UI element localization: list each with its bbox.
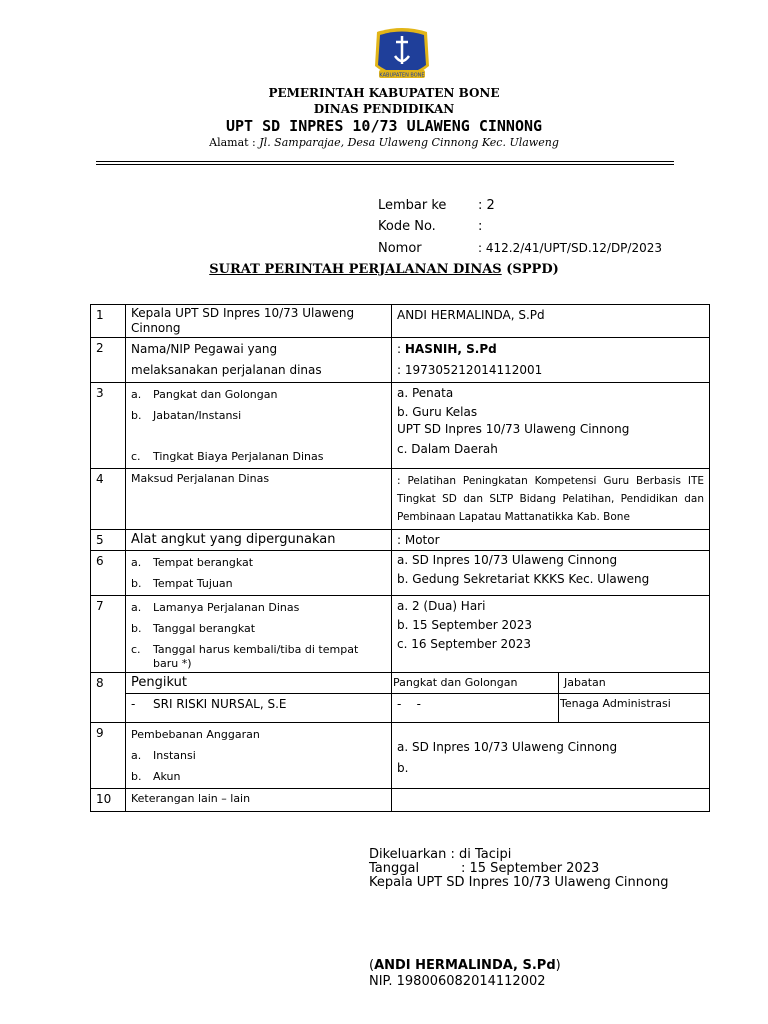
row-label: Pembebanan Anggaran a. Instansi b. Akun — [126, 723, 392, 789]
issued-place: Dikeluarkan : di Tacipi — [369, 847, 512, 862]
sub-value: a. Penata — [397, 386, 454, 400]
kabupaten-bone-logo — [369, 26, 435, 88]
value-prefix: : — [397, 342, 405, 356]
row-value: : Motor — [392, 530, 710, 551]
row-label — [126, 338, 392, 383]
table-row — [91, 383, 710, 469]
row-label: a. Lamanya Perjalanan Dinas b. Tanggal berangkat c. Tanggal harus kembali/tiba di tempat baru *) — [126, 596, 392, 673]
row-number: 10 — [91, 789, 126, 812]
row-number: 2 — [91, 338, 126, 383]
sub-value: a. 2 (Dua) Hari — [397, 599, 486, 613]
meta-kode — [378, 219, 483, 234]
table-row — [91, 305, 710, 338]
sub-label: Tempat Tujuan — [153, 577, 233, 590]
row-value: ANDI HERMALINDA, S.Pd — [392, 305, 710, 338]
letterhead-school: UPT SD INPRES 10/73 ULAWENG CINNONG — [225, 117, 543, 135]
column-header-jabatan: Jabatan — [559, 673, 710, 694]
issued-date-value: : 15 September 2023 — [461, 861, 600, 876]
letterhead-address — [0, 136, 768, 149]
sub-value: b. — [397, 761, 409, 775]
signer-name: ANDI HERMALINDA, S.Pd — [374, 958, 556, 973]
address-label: Alamat : — [209, 136, 256, 149]
row-value — [392, 596, 710, 673]
sub-label: Jabatan/Instansi — [153, 409, 242, 422]
follower-name: SRI RISKI NURSAL, S.E — [153, 697, 287, 711]
sub-value: UPT SD Inpres 10/73 Ulaweng Cinnong — [397, 422, 630, 436]
sub-label: Tempat berangkat — [153, 556, 254, 569]
row-value — [392, 789, 710, 812]
sub-label: Tanggal berangkat — [153, 622, 256, 635]
meta-kode-label: Kode No. — [378, 219, 436, 234]
sub-label: Lamanya Perjalanan Dinas — [153, 601, 300, 614]
meta-nomor-value: : 412.2/41/UPT/SD.12/DP/2023 — [478, 241, 663, 255]
logo-text: KABUPATEN BONE — [379, 72, 425, 79]
table-row — [91, 338, 710, 383]
signer-nip: NIP. 198006082014112002 — [369, 974, 546, 989]
sub-label: Pangkat dan Golongan — [153, 388, 278, 401]
row-label: a. Tempat berangkat b. Tempat Tujuan — [126, 551, 392, 596]
row-label: Kepala UPT SD Inpres 10/73 Ulaweng Cinnong — [126, 305, 392, 338]
header-rule-2 — [96, 164, 674, 165]
follower-dash: - — [131, 697, 136, 711]
header-rule — [96, 161, 674, 162]
meta-lembar-label: Lembar ke — [378, 198, 447, 213]
sub-label: Akun — [153, 770, 181, 783]
row-number: 1 — [91, 305, 126, 338]
issued-date — [369, 862, 599, 876]
row-number: 6 — [91, 551, 126, 596]
follower-jabatan: Tenaga Administrasi — [559, 694, 710, 723]
sub-value: c. 16 September 2023 — [397, 637, 531, 651]
letterhead-line2: DINAS PENDIDIKAN — [313, 102, 455, 116]
row-value: : Pelatihan Peningkatan Kompetensi Guru Berbasis ITE Tingkat SD dan SLTP Bidang Pelatihan, Pendidikan dan Pembinaan Lapatau Mattanatikka Kab. Bone — [392, 469, 710, 530]
table-row — [91, 596, 710, 673]
sub-value: b. 15 September 2023 — [397, 618, 533, 632]
table-row — [91, 694, 710, 723]
table-row — [91, 673, 710, 694]
address-text: Jl. Samparajae, Desa Ulaweng Cinnong Kec. Ulaweng — [259, 136, 559, 149]
signer-position: Kepala UPT SD Inpres 10/73 Ulaweng Cinnong — [369, 875, 669, 890]
signer-name-line: (ANDI HERMALINDA, S.Pd) — [369, 958, 561, 973]
document-title — [0, 262, 768, 277]
employee-nip: : 197305212014112001 — [397, 363, 543, 377]
row-label: Keterangan lain – lain — [126, 789, 392, 812]
sub-label: Tanggal harus kembali/tiba di tempat baru *) — [153, 643, 359, 670]
row-number: 3 — [91, 383, 126, 469]
follower-pangkat: - - — [392, 694, 559, 723]
row-value — [392, 383, 710, 469]
row-number: 4 — [91, 469, 126, 530]
row-label-line: Pembebanan Anggaran — [131, 728, 260, 741]
row-number: 9 — [91, 723, 126, 789]
sub-value: b. Gedung Sekretariat KKKS Kec. Ulaweng — [397, 572, 650, 586]
column-header-pangkat: Pangkat dan Golongan — [392, 673, 559, 694]
sub-value: b. Guru Kelas — [397, 405, 478, 419]
title-abbr: (SPPD) — [506, 262, 559, 277]
table-row — [91, 530, 710, 551]
meta-lembar — [378, 198, 495, 213]
meta-kode-value: : — [478, 219, 483, 234]
row-label: Maksud Perjalanan Dinas — [126, 469, 392, 530]
row-label-line: Nama/NIP Pegawai yang — [131, 342, 278, 356]
meta-lembar-value: : 2 — [478, 198, 495, 213]
row-label: Pengikut — [126, 673, 392, 694]
row-label-line: melaksanakan perjalanan dinas — [131, 363, 322, 377]
row-number: 8 — [91, 673, 126, 723]
follower-name-cell — [126, 694, 392, 723]
sub-label: Tingkat Biaya Perjalanan Dinas — [153, 450, 324, 463]
table-row — [91, 469, 710, 530]
row-label: a. Pangkat dan Golongan b. Jabatan/Instansi c. Tingkat Biaya Perjalanan Dinas — [126, 383, 392, 469]
meta-nomor — [378, 241, 663, 256]
table-row — [91, 789, 710, 812]
sppd-table — [90, 304, 710, 812]
row-value — [392, 338, 710, 383]
row-number: 7 — [91, 596, 126, 673]
sub-value: a. SD Inpres 10/73 Ulaweng Cinnong — [397, 740, 618, 754]
row-label: Alat angkut yang dipergunakan — [126, 530, 392, 551]
meta-nomor-label: Nomor — [378, 241, 422, 256]
row-value — [392, 723, 710, 789]
sub-value: a. SD Inpres 10/73 Ulaweng Cinnong — [397, 553, 618, 567]
row-value — [392, 551, 710, 596]
employee-name: HASNIH, S.Pd — [404, 342, 497, 356]
row-number: 5 — [91, 530, 126, 551]
title-main: SURAT PERINTAH PERJALANAN DINAS — [209, 262, 502, 277]
sub-value: c. Dalam Daerah — [397, 442, 498, 456]
letterhead-line1: PEMERINTAH KABUPATEN BONE — [268, 86, 500, 100]
issued-date-label: Tanggal — [369, 861, 420, 876]
table-row — [91, 723, 710, 789]
sub-label: Instansi — [153, 749, 196, 762]
table-row — [91, 551, 710, 596]
